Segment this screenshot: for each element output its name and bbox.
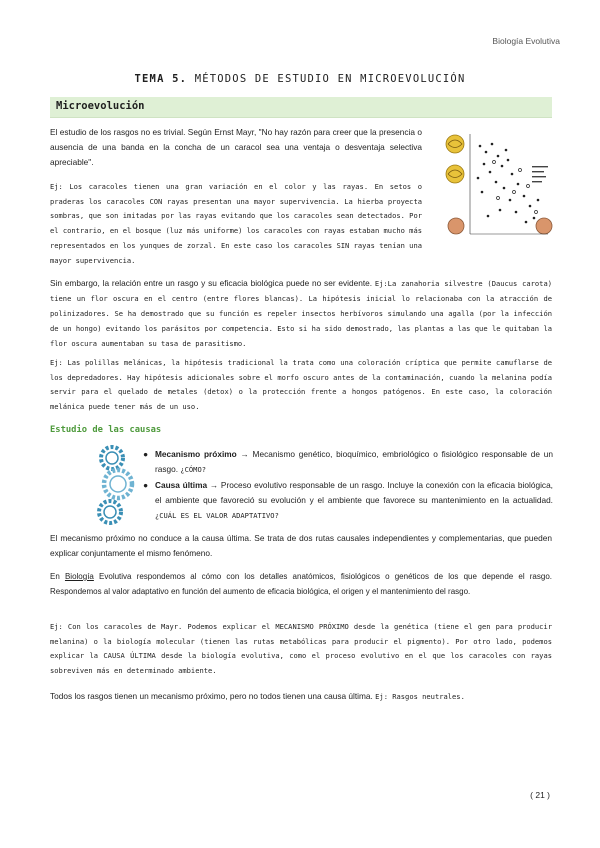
bullet-causa-ultima: [143, 478, 553, 523]
page-title: [0, 73, 600, 85]
paragraph-neutral-traits: [50, 689, 552, 704]
bullet-term: Mecanismo próximo: [155, 449, 237, 459]
snail-shell-icon: [446, 135, 464, 153]
bullet-hand-note: ¿CUÁL ES EL VALOR ADAPTATIVO?: [155, 511, 279, 520]
biologia-link[interactable]: Biología: [64, 572, 94, 581]
text-segment: Todos los rasgos tienen un mecanismo próximo, pero no todos tienen una causa última.: [50, 691, 376, 701]
bullet-term: Causa última: [155, 480, 208, 490]
bullet-dot: ●: [143, 449, 149, 459]
paragraph-evolutionary-biology: [50, 569, 552, 599]
header-subject: Biología Evolutiva: [492, 36, 560, 46]
scatter-axes: [470, 134, 548, 234]
carrot-intro: Sin embargo, la relación entre un rasgo y su eficacia biológica puede no ser evidente.: [50, 278, 375, 288]
gears-illustration: [94, 444, 138, 526]
gear-icon: [101, 447, 123, 469]
section-heading: Microevolución: [56, 100, 145, 112]
example-mayr-snails: Ej: Con los caracoles de Mayr. Podemos explicar el MECANISMO PRÓXIMO desde la genética (tiene el gen para producir melanina) o la biología molecular (tienen las rutas metabólicas para producir el pigmento). Por otro lado, podemos explicar la CAUSA ÚLTIMA desde la biología evolutiva, como el proceso evolutivo en el que los caracoles con rayas sobreviven más en determinado ambiente.: [50, 622, 552, 676]
text-segment: En: [50, 572, 65, 581]
gear-icon: [104, 470, 132, 498]
section-heading-bar: [50, 97, 552, 118]
snail-shell-icon: [536, 218, 552, 234]
carrot-example: Ej:La zanahoria silvestre (Daucus carota) tiene un flor oscura en el centro (entre flores blancas). La hipótesis inicial lo relacionaba con la atracción de polinizadores. Se ha demostrado que su función es repeler insectos herbívoros simulando una agalla (por la infección de un hongo) evitando los parásitos por competencia. Esto si ha sido demostrado, las plantas a las que le quitaban la flor oscura aumentaban su tasa de parasitismo.: [50, 279, 552, 348]
example-snails: Ej: Los caracoles tienen una gran variación en el color y las rayas. En setos o praderas los caracoles CON rayas presentan una mayor supervivencia. La hierba proyecta sombras, que son imitadas por las rayas evitando que los caracoles sean detectados. Por el contrario, en el bosque (luz más uniforme) los caracoles con rayas estaban mucho más representados en los yunques de zorzal. En este caso los caracoles SIN rayas tenían una mayor supervivencia.: [50, 182, 422, 265]
snail-shell-icon: [446, 165, 464, 183]
paragraph-independent-routes: El mecanismo próximo no conduce a la causa última. Se trata de dos rutas causales independientes y complementarias, que pueden explicar conjuntamente el mismo fenómeno.: [50, 533, 552, 558]
snail-shell-icon: [448, 218, 464, 234]
page-number: ( 21 ): [530, 790, 550, 800]
scatter-points: [477, 143, 540, 224]
paragraph-mayr: El estudio de los rasgos no es trivial. Según Ernst Mayr, "No hay razón para creer que la presencia o ausencia de una banda en la concha de un caracol sea una ventaja o desventaja selectiva apreciable".: [50, 127, 422, 167]
bullet-text: → Proceso evolutivo responsable de un rasgo. Incluye la conexión con la eficacia biológica, el ambiente que favoreció su evolución y el ambiente que favorece su mantenimiento en la actualidad.: [155, 480, 553, 505]
causas-heading: Estudio de las causas: [50, 425, 162, 435]
title-rest: MÉTODOS DE ESTUDIO EN MICROEVOLUCIÓN: [187, 73, 466, 85]
bullet-dot: ●: [143, 480, 149, 490]
text-segment: Evolutiva respondemos al cómo con los detalles anatómicos, fisiológicos o genéticos de los que depende el rasgo. Respondemos al valor adaptativo en función del aumento de eficacia biológica, el origen y el mantenimiento del rasgo.: [50, 572, 552, 596]
bullet-hand-note: ¿CÓMO?: [180, 465, 206, 474]
bullet-text: → Mecanismo genético, bioquímico, embriológico o fisiológico responsable de un rasgo.: [155, 449, 553, 474]
title-tema: TEMA 5.: [134, 73, 188, 85]
neutral-traits-example: Ej: Rasgos neutrales.: [375, 692, 465, 701]
paragraph-carrot: [50, 276, 552, 351]
example-moths: Ej: Las polillas melánicas, la hipótesis tradicional la trata como una coloración críptica que permite camuflarse de los depredadores. Hay hipótesis adicionales sobre el morfo oscuro antes de la contaminación, cuando la melanina podía servir para el quelado de metales (detox) o la protección frente a hongos patógenos. En este caso, la coloración melánica puede tener más de un uso.: [50, 358, 552, 412]
gear-icon: [99, 501, 121, 523]
bullet-mecanismo-proximo: [143, 447, 553, 477]
snail-scatter-figure: [440, 126, 555, 246]
scatter-legend: [532, 166, 548, 182]
